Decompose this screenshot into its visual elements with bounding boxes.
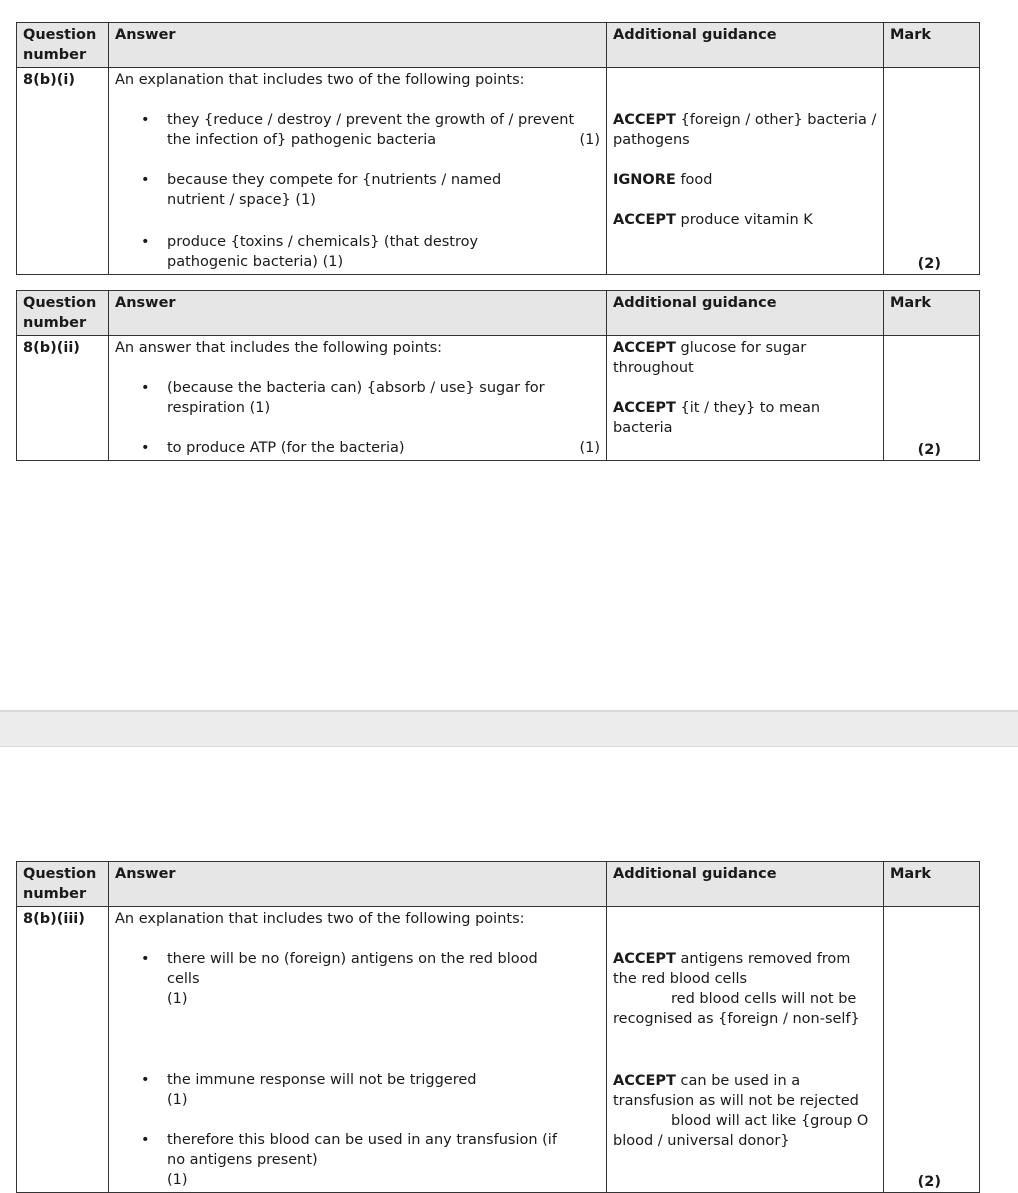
point-mark: (1) xyxy=(167,991,188,1007)
guidance-item xyxy=(613,110,877,150)
answer-point-text: therefore this blood can be used in any transfusion (if no antigens present) xyxy=(167,1132,557,1168)
mark-cell xyxy=(884,907,980,1193)
question-number: 8(b)(i) xyxy=(17,68,109,275)
answer-point xyxy=(115,438,600,458)
point-mark: (1) xyxy=(167,1172,188,1188)
page-divider xyxy=(0,710,1018,747)
total-mark: (2) xyxy=(917,1174,941,1190)
question-number: 8(b)(ii) xyxy=(17,336,109,461)
answer-intro: An explanation that includes two of the following points: xyxy=(115,911,525,927)
header-answer: Answer xyxy=(109,862,607,907)
guidance-keyword: ACCEPT xyxy=(613,340,676,356)
header-guidance: Additional guidance xyxy=(607,862,884,907)
header-question: Question number xyxy=(17,291,109,336)
answer-point xyxy=(115,170,600,210)
header-mark: Mark xyxy=(884,291,980,336)
guidance-keyword: IGNORE xyxy=(613,172,676,188)
answer-point-text: the immune response will not be triggered xyxy=(167,1072,477,1088)
header-question: Question number xyxy=(17,862,109,907)
total-mark: (2) xyxy=(917,256,941,272)
guidance-text: can be used in a transfusion as will not be rejected xyxy=(613,1073,859,1109)
header-guidance: Additional guidance xyxy=(607,291,884,336)
answer-intro: An answer that includes the following points: xyxy=(115,340,443,356)
bullet-icon: • xyxy=(141,380,150,396)
answer-point-text: (because the bacteria can) {absorb / use} sugar for respiration (1) xyxy=(167,380,545,416)
guidance-item xyxy=(613,170,877,190)
answer-cell xyxy=(109,336,607,461)
header-guidance: Additional guidance xyxy=(607,23,884,68)
guidance-cell xyxy=(607,336,884,461)
guidance-cell xyxy=(607,907,884,1193)
header-row xyxy=(17,291,980,336)
mark-scheme-table-8bii xyxy=(16,290,980,461)
guidance-item xyxy=(613,398,877,438)
answer-cell xyxy=(109,68,607,275)
answer-cell xyxy=(109,907,607,1193)
header-mark: Mark xyxy=(884,862,980,907)
answer-point-text: they {reduce / destroy / prevent the growth of / prevent the infection of} pathogenic bacteria xyxy=(167,112,575,148)
answer-intro: An explanation that includes two of the following points: xyxy=(115,72,525,88)
question-number: 8(b)(iii) xyxy=(17,907,109,1193)
guidance-cell xyxy=(607,68,884,275)
guidance-item xyxy=(613,949,877,1029)
table-row xyxy=(17,907,980,1193)
answer-point-text: there will be no (foreign) antigens on the red blood cells xyxy=(167,951,538,987)
guidance-keyword: ACCEPT xyxy=(613,951,676,967)
header-question: Question number xyxy=(17,23,109,68)
point-mark: (1) xyxy=(579,132,600,148)
point-mark: (1) xyxy=(167,1092,188,1108)
header-mark: Mark xyxy=(884,23,980,68)
answer-point-text: produce {toxins / chemicals} (that destroy pathogenic bacteria) (1) xyxy=(167,234,479,270)
answer-point xyxy=(115,949,600,1009)
answer-point xyxy=(115,232,600,272)
guidance-text: produce vitamin K xyxy=(680,212,813,228)
table-row xyxy=(17,336,980,461)
guidance-item xyxy=(613,1071,877,1151)
table-row xyxy=(17,68,980,275)
bullet-icon: • xyxy=(141,1072,150,1088)
guidance-keyword: ACCEPT xyxy=(613,212,676,228)
guidance-item xyxy=(613,338,877,378)
header-row xyxy=(17,862,980,907)
guidance-keyword: ACCEPT xyxy=(613,400,676,416)
guidance-text: food xyxy=(680,172,713,188)
guidance-text: glucose for sugar throughout xyxy=(613,340,807,376)
bullet-icon: • xyxy=(141,951,150,967)
header-answer: Answer xyxy=(109,23,607,68)
bullet-icon: • xyxy=(141,440,150,456)
answer-point xyxy=(115,110,600,150)
guidance-text: antigens removed from the red blood cells xyxy=(613,951,851,987)
header-answer: Answer xyxy=(109,291,607,336)
guidance-keyword: ACCEPT xyxy=(613,112,676,128)
mark-cell xyxy=(884,336,980,461)
guidance-text: blood will act like {group O xyxy=(671,1113,869,1129)
guidance-text: blood / universal donor} xyxy=(613,1133,790,1149)
bullet-icon: • xyxy=(141,112,150,128)
answer-point xyxy=(115,1130,600,1190)
guidance-text: {foreign / other} bacteria / pathogens xyxy=(613,112,877,148)
answer-point-text: to produce ATP (for the bacteria) xyxy=(167,440,405,456)
point-mark: (1) xyxy=(579,440,600,456)
bullet-icon: • xyxy=(141,234,150,250)
guidance-text: {it / they} to mean bacteria xyxy=(613,400,821,436)
bullet-icon: • xyxy=(141,1132,150,1148)
answer-point xyxy=(115,378,600,418)
guidance-text: red blood cells will not be xyxy=(671,991,857,1007)
answer-point-text: because they compete for {nutrients / named nutrient / space} (1) xyxy=(167,172,502,208)
mark-cell xyxy=(884,68,980,275)
mark-scheme-table-8biii xyxy=(16,861,980,1193)
header-row xyxy=(17,23,980,68)
guidance-item xyxy=(613,210,877,230)
total-mark: (2) xyxy=(917,442,941,458)
guidance-text: recognised as {foreign / non-self} xyxy=(613,1011,860,1027)
mark-scheme-table-8bi xyxy=(16,22,980,275)
bullet-icon: • xyxy=(141,172,150,188)
answer-point xyxy=(115,1070,600,1110)
guidance-keyword: ACCEPT xyxy=(613,1073,676,1089)
